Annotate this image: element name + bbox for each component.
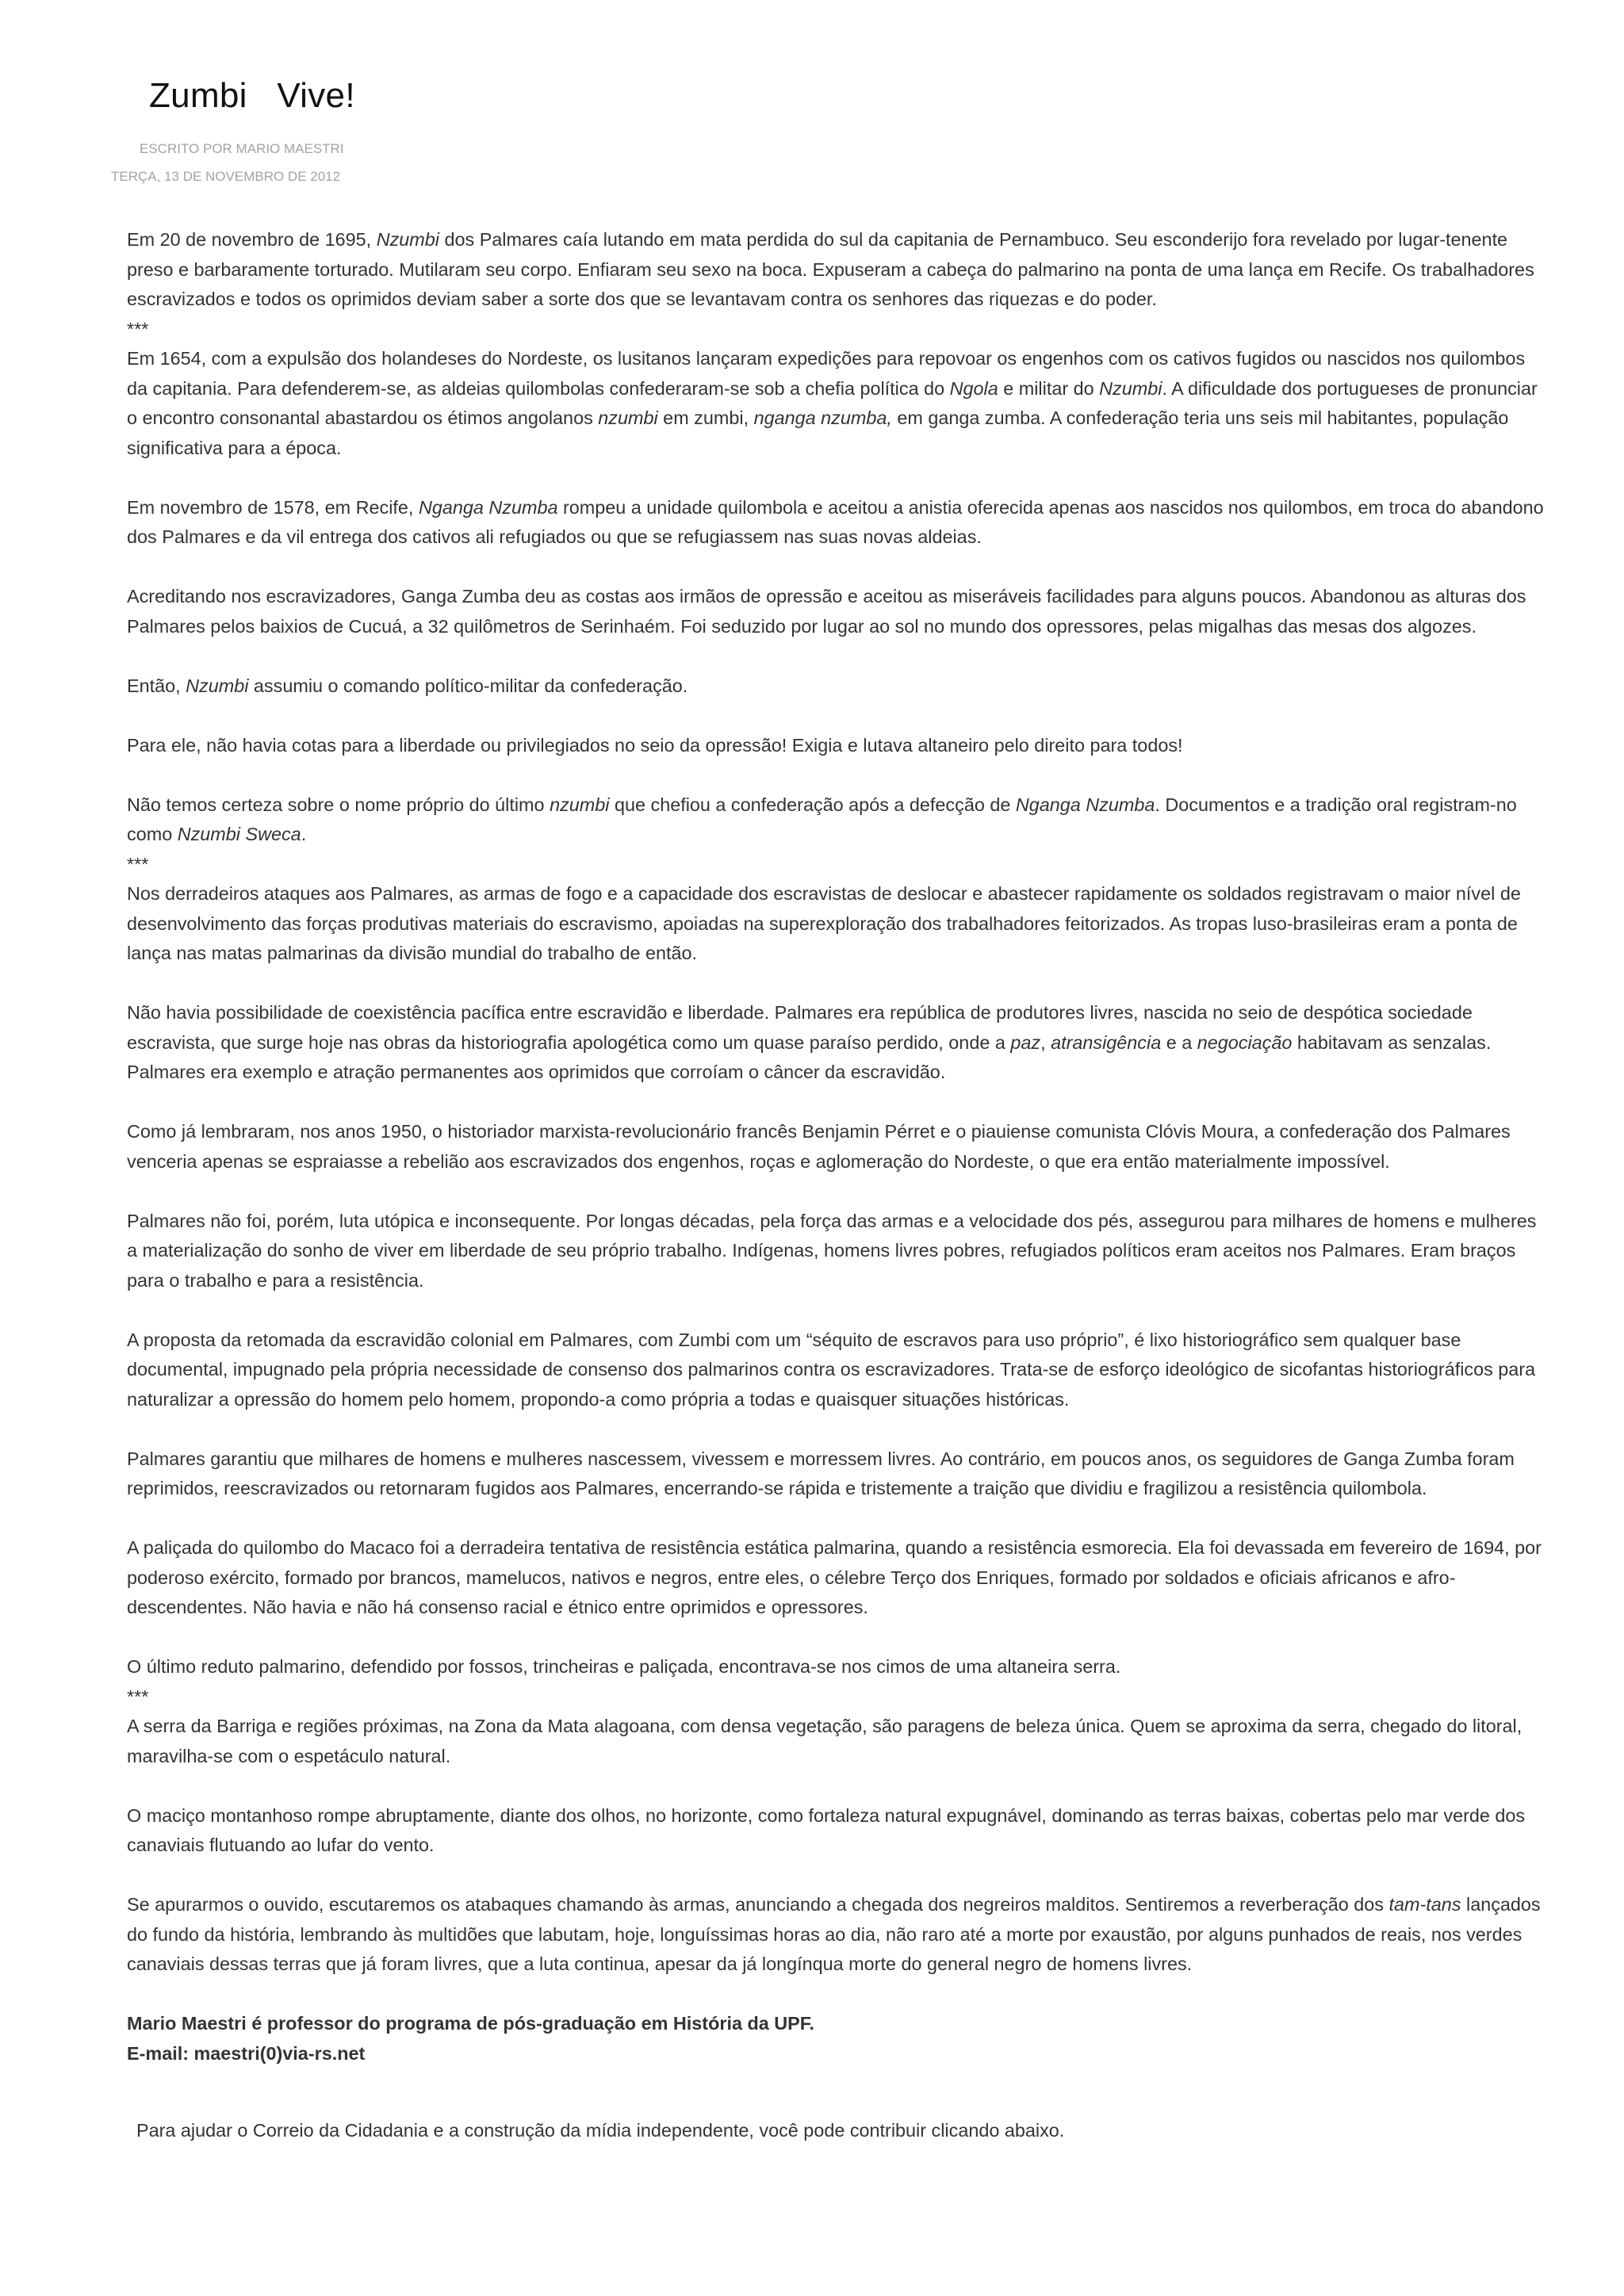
author-email: E-mail: maestri(0)via-rs.net — [127, 2042, 366, 2064]
article-paragraph: Não temos certeza sobre o nome próprio do último nzumbi que chefiou a confederação após a defecção de Nganga Nzumba. Documentos e a tradição oral registram-no como Nzumbi Sweca. — [127, 794, 1517, 844]
section-separator: *** — [127, 318, 149, 339]
article-paragraph: Em 1654, com a expulsão dos holandeses do Nordeste, os lusitanos lançaram expedições para repovoar os engenhos com os cativos fugidos ou nascidos nos quilombos da capitania. Para defenderem-se, as aldeias quilombolas confederaram-se sob a chefia política do Ngola e militar do Nzumbi. A dificuldade dos portugueses de pronunciar o encontro consonantal abastardou os étimos angolanos nzumbi em zumbi, nganga nzumba, em ganga zumba. A confederação teria uns seis mil habitantes, população significativa para a época. — [127, 348, 1538, 458]
article-author: ESCRITO POR MARIO MAESTRI — [140, 141, 344, 156]
article-date: TERÇA, 13 DE NOVEMBRO DE 2012 — [111, 169, 341, 184]
article-title: Zumbi Vive! — [149, 76, 355, 115]
article-paragraph: Em 20 de novembro de 1695, Nzumbi dos Palmares caía lutando em mata perdida do sul da capitania de Pernambuco. Seu esconderijo fora revelado por lugar-tenente preso e barbaramente torturado. Mutilaram seu corpo. Enfiaram seu sexo na boca. Expuseram a cabeça do palmarino na ponta de uma lança em Recife. Os trabalhadores escravizados e todos os oprimidos deviam saber a sorte dos que se levantavam contra os senhores das riquezas e do poder. — [127, 229, 1534, 309]
article-paragraph: Como já lembraram, nos anos 1950, o historiador marxista-revolucionário francês Benjamin Pérret e o piauiense comunista Clóvis Moura, a confederação dos Palmares venceria apenas se espraiasse a rebelião aos escravizados dos engenhos, roças e aglomeração do Nordeste, o que era então materialmente impossível. — [127, 1121, 1511, 1172]
section-separator: *** — [127, 1686, 149, 1707]
article-body — [127, 225, 1546, 2068]
article-paragraph: Não havia possibilidade de coexistência pacífica entre escravidão e liberdade. Palmares era república de produtores livres, nascida no seio de despótica sociedade escravista, que surge hoje nas obras da historiografia apologética como um quase paraíso perdido, onde a paz, atransigência e a negociação habitavam as senzalas. Palmares era exemplo e atração permanentes aos oprimidos que corroíam o câncer da escravidão. — [127, 1002, 1492, 1082]
article-paragraph: A proposta da retomada da escravidão colonial em Palmares, com Zumbi com um “séquito de escravos para uso próprio”, é lixo historiográfico sem qualquer base documental, impugnado pela própria necessidade de consenso dos palmarinos contra os escravizadores. Trata-se de esforço ideológico de sicofantas historiográficos para naturalizar a opressão do homem pelo homem, propondo-a como própria a todas e quaisquer situações históricas. — [127, 1329, 1536, 1410]
article-paragraph: Nos derradeiros ataques aos Palmares, as armas de fogo e a capacidade dos escravistas de deslocar e abastecer rapidamente os soldados registravam o maior nível de desenvolvimento das forças produtivas materiais do escravismo, apoiadas na superexploração dos trabalhadores feitorizados. As tropas luso-brasileiras eram a ponta de lança nas matas palmarinas da divisão mundial do trabalho de então. — [127, 883, 1521, 963]
article-paragraph: O maciço montanhoso rompe abruptamente, diante dos olhos, no horizonte, como fortaleza natural expugnável, dominando as terras baixas, cobertas pelo mar verde dos canaviais flutuando ao lufar do vento. — [127, 1804, 1526, 1855]
article-paragraph: Palmares não foi, porém, luta utópica e inconsequente. Por longas décadas, pela força das armas e a velocidade dos pés, assegurou para milhares de homens e mulheres a materialização do sonho de viver em liberdade de seu próprio trabalho. Indígenas, homens livres pobres, refugiados políticos eram aceitos nos Palmares. Eram braços para o trabalho e para a resistência. — [127, 1210, 1537, 1291]
article-paragraph: Se apurarmos o ouvido, escutaremos os atabaques chamando às armas, anunciando a chegada dos negreiros malditos. Sentiremos a reverberação dos tam-tans lançados do fundo da história, lembrando às multidões que labutam, hoje, longuíssimas horas ao dia, não raro até a morte por exaustão, por alguns punhados de reais, nos verdes canaviais dessas terras que já foram livres, que a luta continua, apesar da já longínqua morte do general negro de homens livres. — [127, 1894, 1541, 1974]
article-paragraph: Acreditando nos escravizadores, Ganga Zumba deu as costas aos irmãos de opressão e aceitou as miseráveis facilidades para alguns poucos. Abandonou as alturas dos Palmares pelos baixios de Cucuá, a 32 quilômetros de Serinhaém. Foi seduzido por lugar ao sol no mundo dos opressores, pelas migalhas das mesas dos algozes. — [127, 586, 1526, 637]
article-paragraph: A serra da Barriga e regiões próximas, na Zona da Mata alagoana, com densa vegetação, são paragens de beleza única. Quem se aproxima da serra, chegado do litoral, maravilha-se com o espetáculo natural. — [127, 1716, 1522, 1766]
article-paragraph: Palmares garantiu que milhares de homens e mulheres nascessem, vivessem e morressem livres. Ao contrário, em poucos anos, os seguidores de Ganga Zumba foram reprimidos, reescravizados ou retornaram fugidos aos Palmares, encerrando-se rápida e tristemente a traição que dividiu e fragilizou a resistência quilombola. — [127, 1448, 1515, 1498]
article-paragraph: O último reduto palmarino, defendido por fossos, trincheiras e paliçada, encontrava-se nos cimos de uma altaneira serra. — [127, 1656, 1121, 1677]
article-paragraph: Em novembro de 1578, em Recife, Nganga Nzumba rompeu a unidade quilombola e aceitou a anistia oferecida apenas aos nascidos nos quilombos, em troca do abandono dos Palmares e da vil entrega dos cativos ali refugiados ou que se refugiassem nas suas novas aldeias. — [127, 496, 1544, 547]
section-separator: *** — [127, 853, 149, 874]
article-paragraph: A paliçada do quilombo do Macaco foi a derradeira tentativa de resistência estática palmarina, quando a resistência esmorecia. Ela foi devassada em fevereiro de 1694, por poderoso exército, formado por brancos, mamelucos, nativos e negros, entre eles, o célebre Terço dos Enriques, formado por soldados e oficiais africanos e afro-descendentes. Não havia e não há consenso racial e étnico entre oprimidos e opressores. — [127, 1537, 1542, 1617]
article-paragraph: Para ele, não havia cotas para a liberdade ou privilegiados no seio da opressão! Exigia e lutava altaneiro pelo direito para todos! — [127, 734, 1183, 756]
contribute-text: Para ajudar o Correio da Cidadania e a construção da mídia independente, você pode contribuir clicando abaixo. — [136, 2120, 1065, 2141]
author-bio: Mario Maestri é professor do programa de pós-graduação em História da UPF. — [127, 2013, 814, 2034]
article-paragraph: Então, Nzumbi assumiu o comando político-militar da confederação. — [127, 675, 688, 696]
